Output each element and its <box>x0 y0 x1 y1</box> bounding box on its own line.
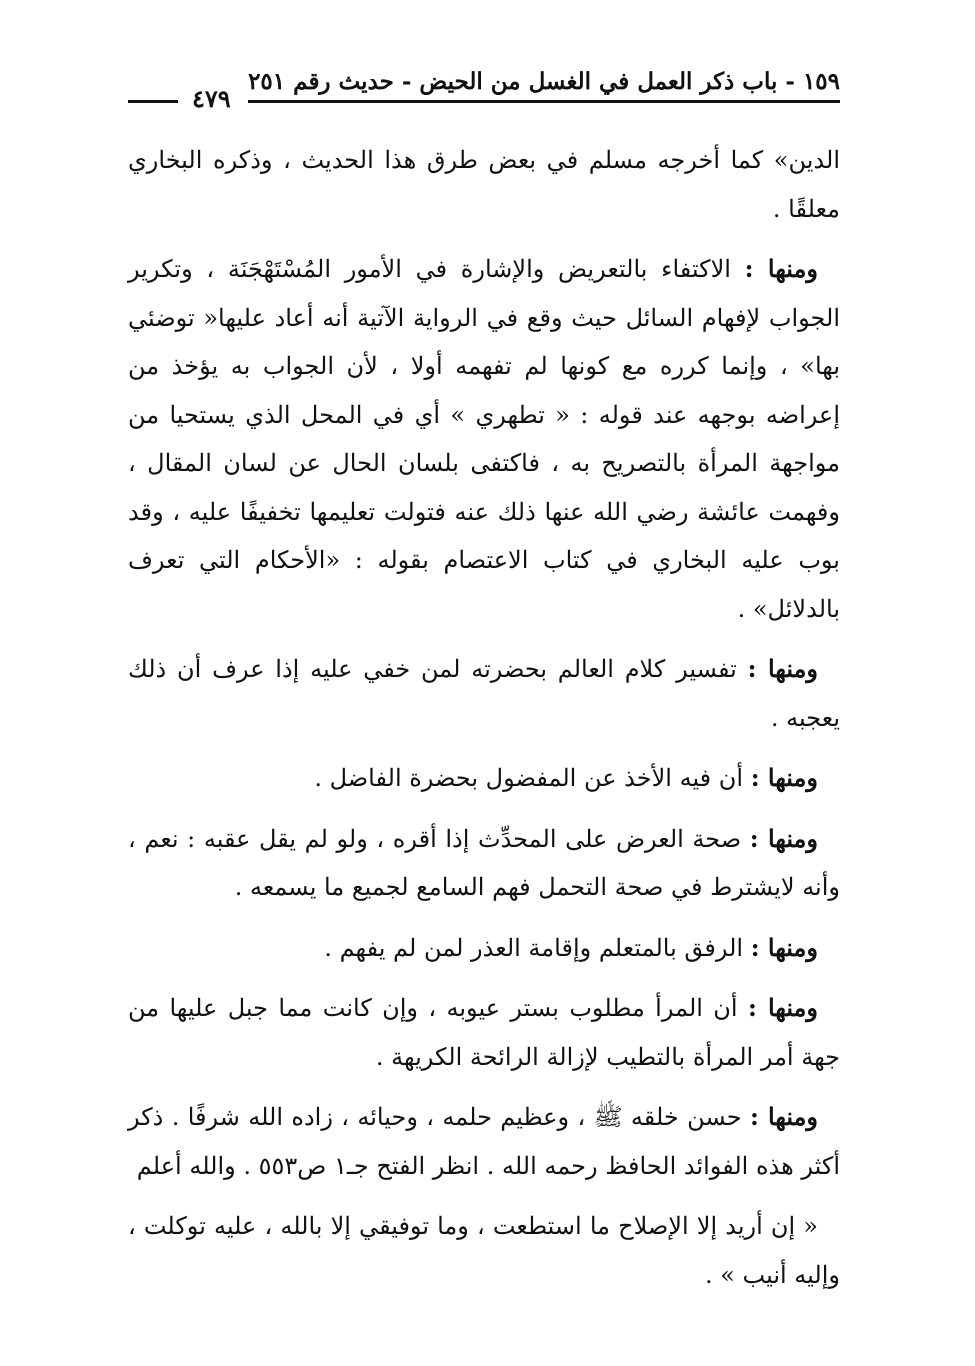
paragraph-text: الرفق بالمتعلم وإقامة العذر لمن لم يفهم . <box>324 933 751 962</box>
paragraph-lead: ومنها : <box>750 932 818 962</box>
paragraph <box>128 1093 840 1190</box>
paragraph-text: تفسير كلام العالم بحضرته لمن خفي عليه إذا عرف أن ذلك يعجبه . <box>128 655 840 732</box>
header-rule <box>248 100 840 103</box>
paragraph-text: حسن خلقه ﷺ ، وعظيم حلمه ، وحيائه ، زاده الله شرفًا . ذكر أكثر هذه الفوائد الحافظ رحمه الله . انظر الفتح جـ١ ص٥٥٣ . والله أعلم <box>128 1103 840 1180</box>
paragraph-lead: ومنها : <box>747 993 819 1022</box>
paragraph <box>128 1202 840 1299</box>
paragraph-text: الاكتفاء بالتعريض والإشارة في الأمور المُسْتَهْجَنَة ، وتكرير الجواب لإفهام السائل حيث وقع في الرواية الآتية أنه أعاد عليها« توضئي بها» ، وإنما كرره مع كونها لم تفهمه أولا ، لأن الجواب به يؤخذ من إعراضه بوجهه عند قوله : « تطهري » أي في المحل الذي يستحيا من مواجهة المرأة بالتصريح به ، فاكتفى بلسان الحال عن لسان المقال ، وفهمت عائشة رضي الله عنها ذلك عنه فتولت تعليمها تخفيفًا عليه ، وقد بوب عليه البخاري في كتاب الاعتصام بقوله : «الأحكام التي تعرف بالدلائل» . <box>128 255 840 623</box>
paragraph-text: « إن أريد إلا الإصلاح ما استطعت ، وما توفيقي إلا بالله ، عليه توكلت ، وإليه أنيب » . <box>128 1212 840 1289</box>
paragraph-text: الدين» كما أخرجه مسلم في بعض طرق هذا الحديث ، وذكره البخاري معلقًا . <box>128 146 840 223</box>
paragraph-text: أن فيه الأخذ عن المفضول بحضرة الفاضل . <box>314 764 751 792</box>
paragraph <box>128 815 840 912</box>
paragraph <box>128 245 840 633</box>
paragraph-lead: ومنها : <box>747 654 819 683</box>
header-title: ١٥٩ - باب ذكر العمل في الغسل من الحيض - حديث رقم ٢٥١ <box>248 68 840 95</box>
body-text <box>128 136 840 1311</box>
header-rule-left <box>128 100 178 103</box>
paragraph <box>128 645 840 742</box>
paragraph <box>128 136 840 233</box>
paragraph <box>128 924 840 973</box>
paragraph-lead: ومنها : <box>750 763 818 792</box>
running-header <box>128 62 840 112</box>
paragraph-lead: ومنها : <box>749 823 819 853</box>
paragraph-lead: ومنها : <box>749 1102 819 1131</box>
paragraph <box>128 754 840 803</box>
paragraph-lead: ومنها : <box>744 254 818 283</box>
paragraph-text: أن المرأ مطلوب بستر عيوبه ، وإن كانت مما جبل عليها من جهة أمر المرأة بالتطيب لإزالة الرائحة الكريهة . <box>128 994 840 1071</box>
paragraph-text: صحة العرض على المحدِّث إذا أقره ، ولو لم يقل عقبه : نعم ، وأنه لايشترط في صحة التحمل فهم السامع لجميع ما يسمعه . <box>128 824 840 901</box>
paragraph <box>128 984 840 1081</box>
page-number: ٤٧٩ <box>184 84 239 113</box>
